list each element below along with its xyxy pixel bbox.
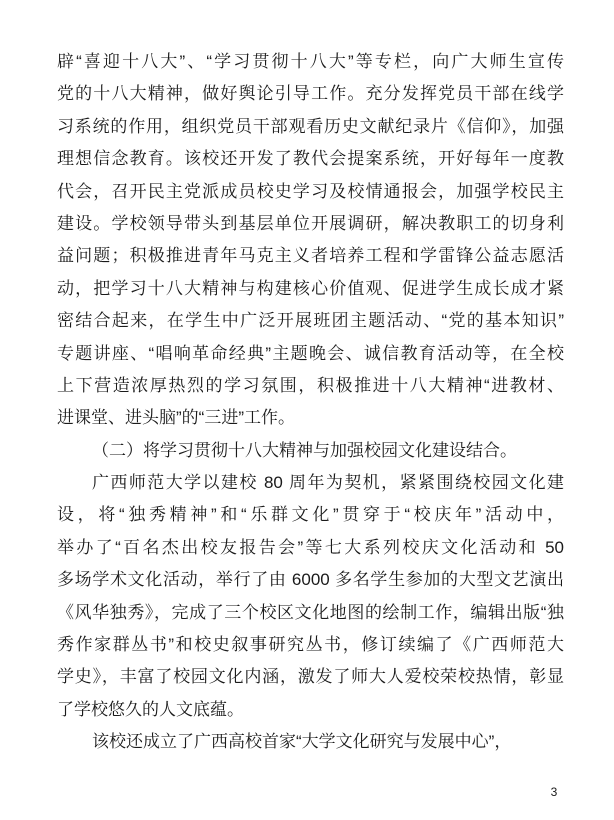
text-line: 代会，召开民主党派成员校史学习及校情通报会，加强学校民主 <box>57 181 564 201</box>
text-line: 辟“喜迎十八大”、“学习贯彻十八大”等专栏，向广大师生宣传 <box>57 52 564 71</box>
text-line: 益问题；积极推进青年马克主义者培养工程和学雷锋公益志愿活 <box>57 246 564 266</box>
text-line: 设，将“独秀精神”和“乐群文化”贯穿于“校庆年”活动中， <box>57 505 564 525</box>
text-line: 建设。学校领导带头到基层单位开展调研，解决教职工的切身利 <box>57 213 564 233</box>
text-line: 学史》，丰富了校园文化内涵，激发了师大人爱校荣校热情，彰显 <box>57 667 564 687</box>
section-heading: （二）将学习贯彻十八大精神与加强校园文化建设结合。 <box>92 440 517 460</box>
text-line-paragraph-start: 该校还成立了广西高校首家“大学文化研究与发展中心”， <box>92 732 512 752</box>
text-line: 党的十八大精神，做好舆论引导工作。充分发挥党员干部在线学 <box>57 84 564 104</box>
page-number: 3 <box>550 785 558 799</box>
text-line: 密结合起来，在学生中广泛开展班团主题活动、“党的基本知识” <box>57 311 564 331</box>
text-line-paragraph-end: 进课堂、进头脑”的“三进”工作。 <box>57 408 295 428</box>
text-line: 多场学术文化活动，举行了由 6000 多名学生参加的大型文艺演出 <box>57 570 564 590</box>
text-line: 举办了“百名杰出校友报告会”等七大系列校庆文化活动和 50 <box>57 537 564 557</box>
text-line-paragraph-end: 了学校悠久的人文底蕴。 <box>57 699 244 719</box>
text-line: 上下营造浓厚热烈的学习氛围，积极推进十八大精神“进教材、 <box>57 375 564 395</box>
text-line: 《风华独秀》，完成了三个校区文化地图的绘制工作，编辑出版“独 <box>57 602 564 622</box>
text-line: 习系统的作用，组织党员干部观看历史文献纪录片《信仰》，加强 <box>57 116 564 136</box>
text-line: 秀作家群丛书”和校史叙事研究丛书，修订续编了《广西师范大 <box>57 635 564 655</box>
text-line: 理想信念教育。该校还开发了教代会提案系统，开好每年一度教 <box>57 149 564 169</box>
text-line-paragraph-start: 广西师范大学以建校 80 周年为契机，紧紧围绕校园文化建 <box>92 473 564 493</box>
text-line: 动，把学习十八大精神与构建核心价值观、促进学生成长成才紧 <box>57 278 564 298</box>
body-text <box>57 46 564 759</box>
text-line: 专题讲座、“唱响革命经典”主题晚会、诚信教育活动等，在全校 <box>57 343 564 363</box>
